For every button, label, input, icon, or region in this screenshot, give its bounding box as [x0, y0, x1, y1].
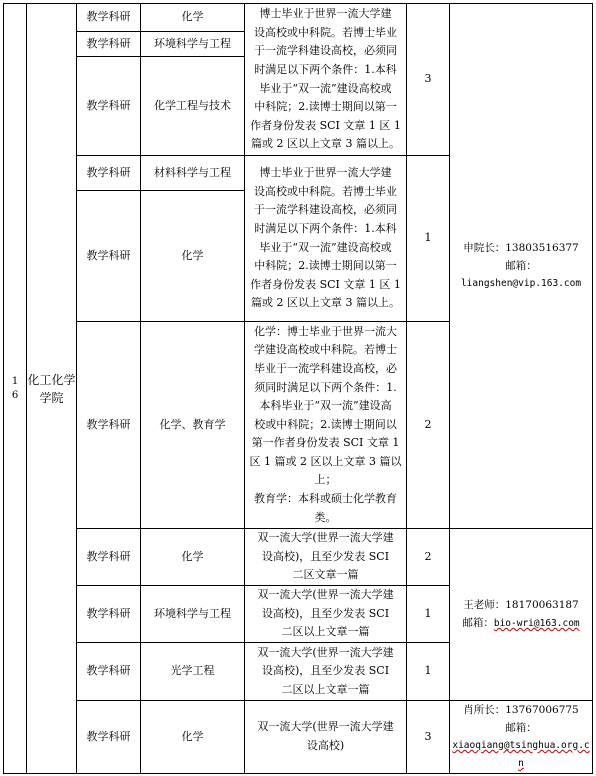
- requirement-line: 双一流大学(世界一流大学建: [257, 531, 394, 545]
- requirement-cell: [245, 643, 407, 701]
- major-cell: 化学、教育学: [141, 322, 245, 529]
- requirement-line: 篇或 2 区以上文章 3 篇以上。: [251, 296, 400, 310]
- count-cell: 3: [407, 4, 450, 156]
- requirement-line: 校或中科院；2.读博士期间以: [254, 417, 397, 431]
- requirement-cell: [245, 4, 407, 156]
- requirement-line: 第一作者身份发表 SCI 文章 1: [251, 436, 400, 450]
- requirement-line: 设高校)，且至少发表 SCI: [261, 664, 390, 678]
- requirement-line: 篇或 2 区以上文章 3 篇以上。: [251, 137, 400, 151]
- requirement-cell: [245, 156, 407, 322]
- count-cell: 1: [407, 643, 450, 701]
- major-cell: 环境科学与工程: [141, 586, 245, 643]
- count-cell: 2: [407, 322, 450, 529]
- category-cell: 教学科研: [77, 701, 141, 774]
- requirement-line: 本科毕业于“双一流”建设高: [259, 399, 392, 413]
- category-cell: 教学科研: [77, 322, 141, 529]
- requirement-line: 中科院；2.读博士期间以第一: [254, 100, 397, 114]
- index-digit: 1: [11, 375, 19, 387]
- contact-name: 肖所长：13767006775: [463, 704, 579, 716]
- requirement-line: 二区文章一篇: [292, 568, 359, 582]
- email-label: 邮箱：: [505, 722, 537, 734]
- recruitment-table: [3, 3, 593, 774]
- requirement-cell: [245, 701, 407, 774]
- requirement-line: 设高校或中科院。若博士毕业: [254, 184, 397, 198]
- contact-name: 王老师：18170063187: [463, 599, 579, 611]
- category-cell: 教学科研: [77, 529, 141, 586]
- requirement-line: 设高校)，且至少发表 SCI: [261, 549, 390, 563]
- requirement-line: 双一流大学(世界一流大学建: [257, 588, 394, 602]
- major-cell: 化学: [141, 4, 245, 32]
- requirement-line: 毕业于“双一流”建设高校或: [259, 240, 392, 254]
- requirement-line: 时满足以下两个条件：1.本科: [254, 62, 397, 76]
- major-cell: 化学: [141, 701, 245, 774]
- requirement-line: 于一流学科建设高校，必须同: [254, 203, 397, 217]
- contact-email: xiaoqiang@tsinghua.org.c: [452, 740, 590, 751]
- requirement-line: 区 1 篇或 2 区以上文章 3 篇以: [249, 454, 402, 468]
- email-label: 邮箱：: [505, 260, 537, 272]
- college-cell: 化工化学学院: [27, 4, 77, 774]
- requirement-cell: [245, 322, 407, 529]
- requirement-line: 于一流学科建设高校，必须同: [254, 44, 397, 58]
- contact-cell: [450, 529, 593, 701]
- contact-email-continued: n: [518, 758, 524, 769]
- requirement-line: 设高校): [306, 739, 345, 752]
- requirement-line: 须同时满足以下两个条件：1.: [254, 380, 397, 394]
- count-cell: 1: [407, 156, 450, 322]
- contact-email: bio-wri@163.com: [493, 618, 580, 629]
- requirement-line: 双一流大学(世界一流大学建: [257, 720, 394, 734]
- category-cell: 教学科研: [77, 191, 141, 322]
- major-cell: 光学工程: [141, 643, 245, 701]
- major-cell: 化学: [141, 191, 245, 322]
- requirement-line: 作者身份发表 SCI 文章 1 区 1: [250, 277, 401, 291]
- category-cell: 教学科研: [77, 4, 141, 32]
- requirement-line: 毕业于“双一流”建设高校或: [259, 81, 392, 95]
- requirement-line: 时满足以下两个条件：1.本科: [254, 221, 397, 235]
- category-cell: 教学科研: [77, 57, 141, 156]
- requirement-line: 设高校或中科院。若博士毕业: [254, 25, 397, 39]
- requirement-line: 二区以上文章一篇: [281, 682, 370, 696]
- contact-cell: [450, 4, 593, 529]
- requirement-line: 博士毕业于世界一流大学建: [259, 166, 392, 180]
- requirement-line: 中科院；2.读博士期间以第一: [254, 259, 397, 273]
- requirement-line: 二区以上文章一篇: [281, 625, 370, 639]
- requirement-line: 上；: [314, 473, 337, 487]
- contact-email-line: [450, 614, 592, 633]
- count-cell: 3: [407, 701, 450, 774]
- count-cell: 1: [407, 586, 450, 643]
- major-cell: 化学: [141, 529, 245, 586]
- requirement-line: 化学：博士毕业于世界一流大: [254, 324, 397, 338]
- major-cell: 材料科学与工程: [141, 156, 245, 191]
- contact-name: 申院长：13803516377: [463, 242, 579, 254]
- requirement-line: 双一流大学(世界一流大学建: [257, 645, 394, 659]
- requirement-line: 毕业于一流学科建设高校，必: [254, 361, 397, 375]
- major-cell: 化学工程与技术: [141, 57, 245, 156]
- requirement-line: 设高校)，且至少发表 SCI: [261, 606, 390, 620]
- requirement-line: 学建设高校或中科院。若博士: [254, 343, 397, 357]
- category-cell: 教学科研: [77, 586, 141, 643]
- requirement-line: 教育学：本科或硕士化学教育: [254, 492, 397, 506]
- category-cell: 教学科研: [77, 156, 141, 191]
- contact-cell: [450, 701, 593, 774]
- requirement-cell: [245, 529, 407, 586]
- index-cell: [4, 4, 27, 774]
- contact-email: liangshen@vip.163.com: [460, 278, 582, 289]
- major-cell: 环境科学与工程: [141, 32, 245, 57]
- email-label: 邮箱：: [462, 617, 494, 629]
- requirement-line: 作者身份发表 SCI 文章 1 区 1: [250, 118, 401, 132]
- index-digit: 6: [11, 389, 19, 401]
- category-cell: 教学科研: [77, 643, 141, 701]
- category-cell: 教学科研: [77, 32, 141, 57]
- requirement-line: 博士毕业于世界一流大学建: [259, 7, 392, 21]
- requirement-cell: [245, 586, 407, 643]
- count-cell: 2: [407, 529, 450, 586]
- requirement-line: 类。: [314, 510, 337, 524]
